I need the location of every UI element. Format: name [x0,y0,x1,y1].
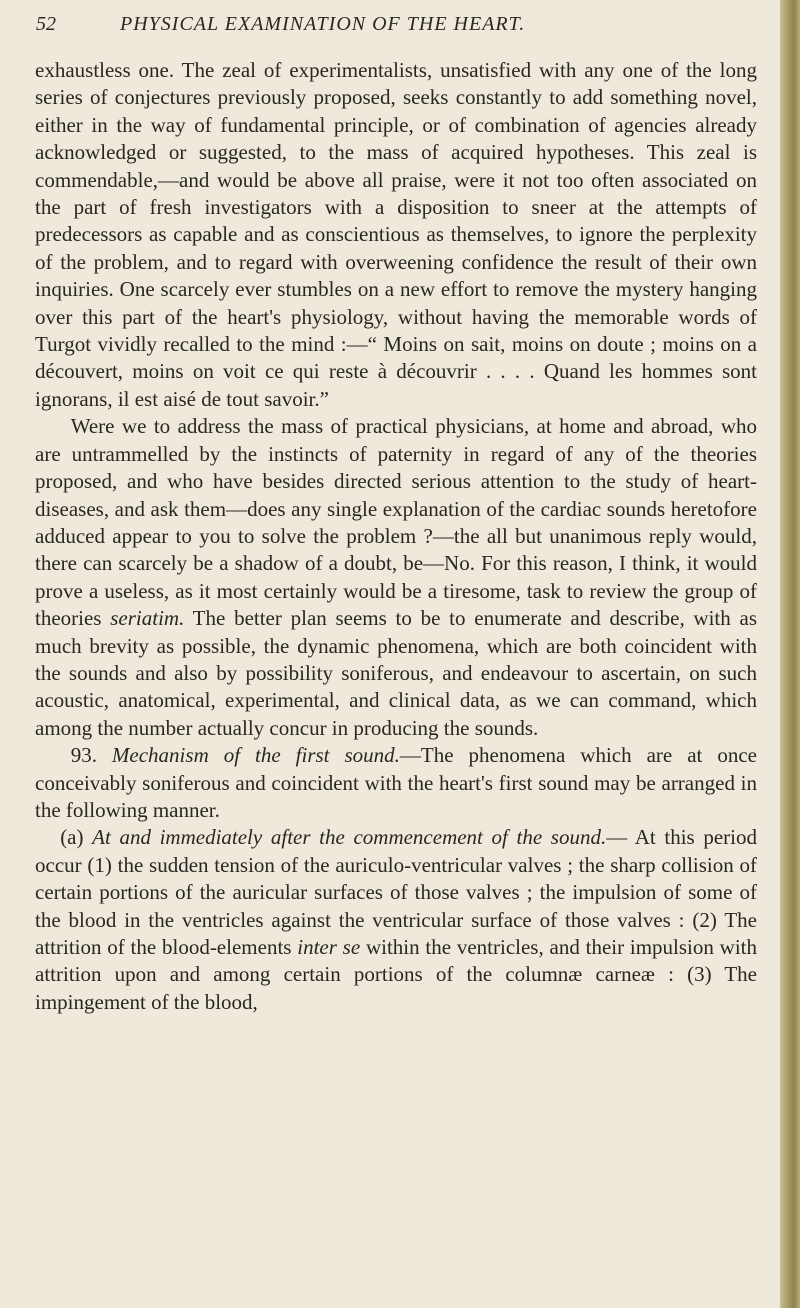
subsection-a-text-1: — At this period occur (1) the sudden tension of the auriculo-ventricular valves ; the sharp collision of certain portions of the auricular surfaces of those valves ; the impulsion of some of the blood in the ventricles against the ventricular surface of those valves : (2) The attrition of the blood-elements [35,825,757,959]
subsection-a [35,824,757,1016]
subsection-label: (a) [60,825,93,850]
section-number: 93. [70,743,112,768]
section-heading: Mechanism of the first sound. [111,743,400,768]
subsection-a-text-2: within the ventricles, and their impulsion with attrition upon and among certain portions of the columnæ carneæ : (3) The impingement of the blood, [35,935,757,1014]
paragraph-2-part-1: Were we to address the mass of practical physicians, at home and abroad, who are untrammelled by the instincts of paternity in regard of any of the theories proposed, and who have besides directed serious attention to the study of heart-diseases, and ask them—does any single explanation of the cardiac sounds heretofore adduced appear to you to solve the problem ?—the all but unanimous reply would, there can scarcely be a shadow of a doubt, be—No. For this reason, I think, it would prove a useless, as it most certainly would be a tiresome, task to review the group of theories [35,414,757,631]
paragraph-1: exhaustless one. The zeal of experimentalists, unsatisfied with any one of the long series of conjectures previously proposed, seeks constantly to add something novel, either in the way of fundamental principle, or of combination of agencies already acknowledged or suggested, to the mass of acquired hypotheses. This zeal is commendable,—and would be above all praise, were it not too often associated on the part of fresh investigators with a disposition to sneer at the attempts of predecessors as capable and as conscientious as themselves, to ignore the perplexity of the problem, and to regard with overweening confidence the result of their own inquiries. One scarcely ever stumbles on a new effort to remove the mystery hanging over this part of the heart's physiology, without having the memorable words of Turgot vividly recalled to the mind :—“ Moins on sait, moins on doute ; moins on a découvert, moins on voit ce qui reste à découvrir . . . . Quand les hommes sont ignorans, il est aisé de tout savoir.” [35,58,757,411]
page-edge-shadow [780,0,800,1308]
subsection-heading: At and immediately after the commencement of the sound. [92,825,607,850]
seriatim-italic: seriatim. [110,606,185,631]
running-head-title: PHYSICAL EXAMINATION OF THE HEART. [120,13,526,35]
paragraph-2 [35,413,757,742]
section-93-text: —The phenomena which are at once conceivably soniferous and coincident with the heart's first sound may be arranged in the following manner. [35,743,757,822]
inter-se-italic: inter se [297,935,361,959]
page-number: 52 [36,13,56,35]
paragraph-2-part-2: The better plan seems to be to enumerate and describe, with as much brevity as possible, the dynamic phenomena, which are both coincident with the sounds and also by possibility soniferous, and endeavour to ascertain, on such acoustic, anatomical, experimental, and clinical data, as we can command, which among the number actually concur in producing the sounds. [35,606,757,740]
section-93 [35,742,757,824]
running-head [14,8,714,40]
body-text [35,57,757,1016]
